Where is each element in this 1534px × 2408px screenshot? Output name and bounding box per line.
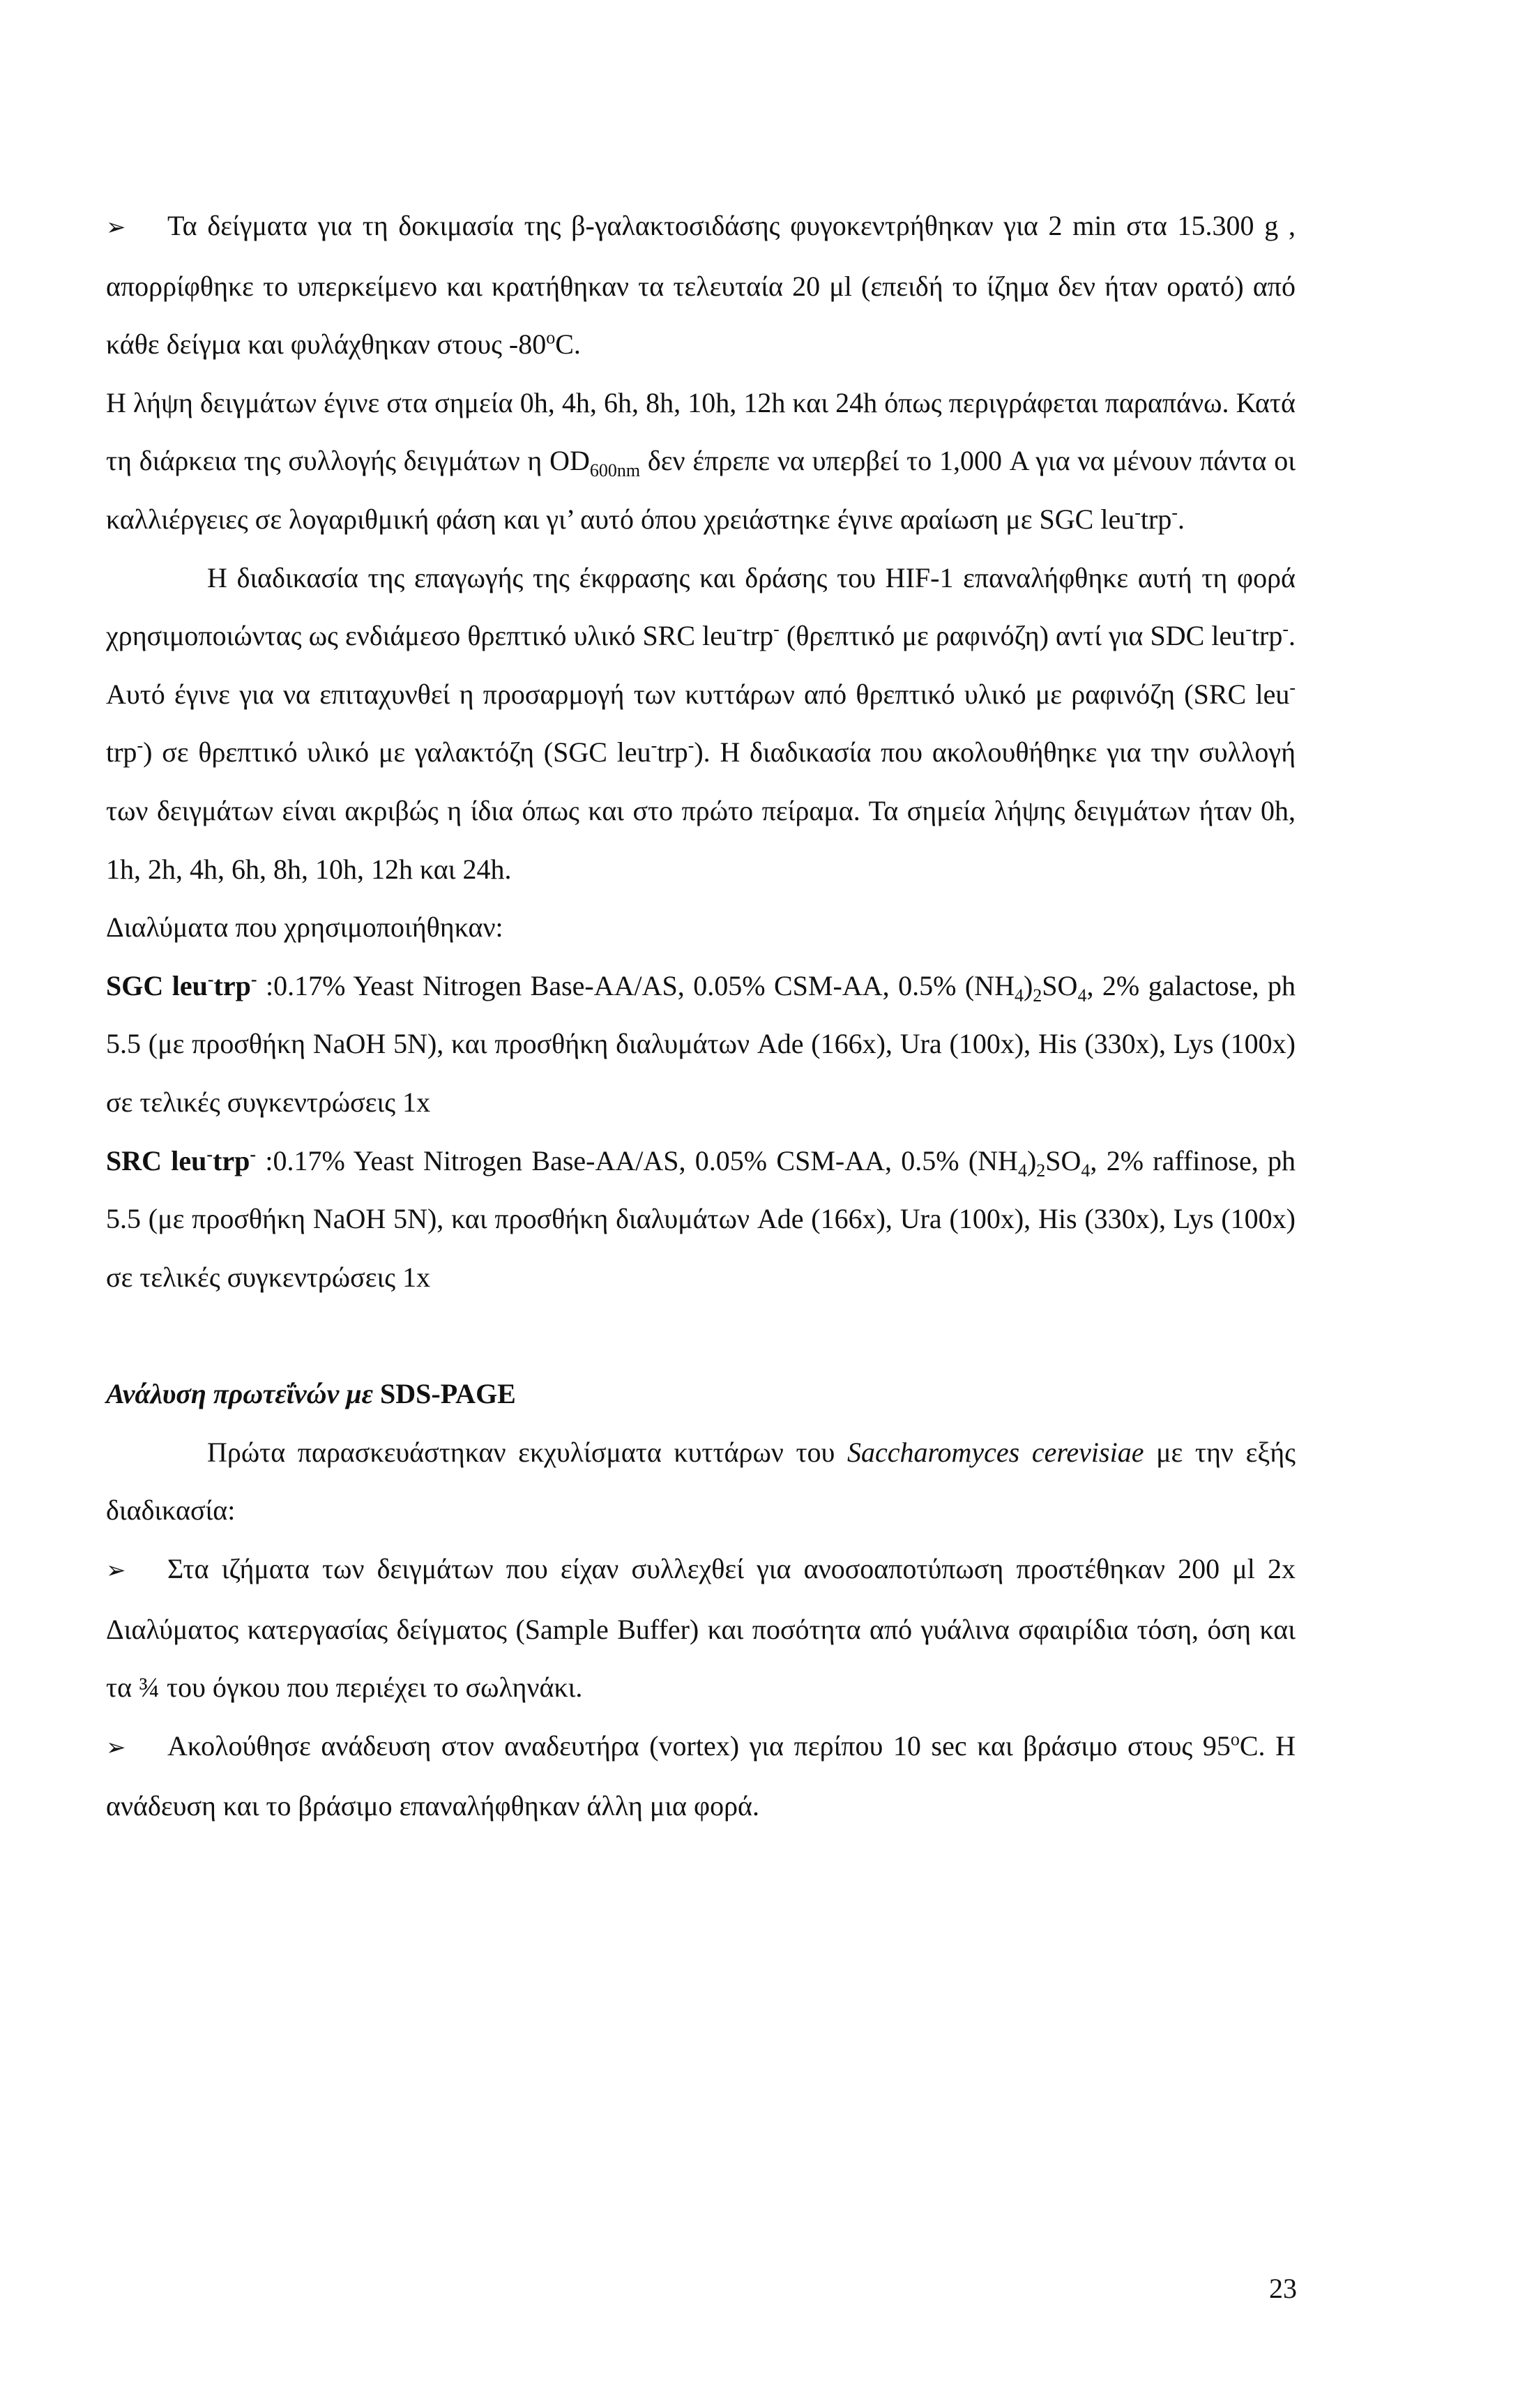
bullet-paragraph-centrifugation: ➢ Τα δείγματα για τη δοκιμασία της β-γαλακτοσιδάσης φυγοκεντρήθηκαν για 2 min στα 15.300 g , απορρίφθηκε το υπερκείμενο και κρατήθηκαν τα τελευταία 20 μl (επειδή το ίζημα δεν ήταν ορατό) από κάθε δείγμα και φυλάχθηκαν στους -80$^o$C. bbox=[106, 197, 1296, 374]
paragraph-src-medium: SRC leu-trp- :0.17% Yeast Nitrogen Base-AA/AS, 0.05% CSM-AA, 0.5% $(NH_4)_2SO_4$, 2% raffinose, ph 5.5 (με προσθήκη NaOH 5N), και προσθήκη διαλυμάτων Ade (166x), Ura (100x), His (330x), Lys (100x) σε τελικές συγκεντρώσεις 1x bbox=[106, 1144, 1296, 1293]
paragraph-induction: Η διαδικασία της επαγωγής της έκφρασης και δράσης του HIF-1 επαναλήφθηκε αυτή τη φορά χρησιμοποιώντας ως ενδιάμεσο θρεπτικό υλικό SRC leu-trp- (θρεπτικό με ραφινόζη) αντί για SDC leu-trp-. Αυτό έγινε για να επιταχυνθεί η προσαρμογή των κυττάρων από θρεπτικό υλικό με ραφινόζη (SRC leu-trp-) σε θρεπτικό υλικό με γαλακτόζη (SGC leu-trp-). Η διαδικασία που ακολουθήθηκε για την συλλογή των δειγμάτων είναι ακριβώς η ίδια όπως και στο πρώτο πείραμα. Τα σημεία λήψης δειγμάτων ήταν 0h, 1h, 2h, 4h, 6h, 8h, 10h, 12h και 24h. bbox=[106, 561, 1296, 885]
page-content bbox=[106, 197, 1296, 1835]
paragraph-extracts: Πρώτα παρασκευάστηκαν εκχυλίσματα κυττάρων του Saccharomyces cerevisiae με την εξής διαδικασία: bbox=[106, 1436, 1296, 1527]
bullet-paragraph-sample-buffer: ➢ Στα ιζήματα των δειγμάτων που είχαν συλλεχθεί για ανοσοαποτύπωση προστέθηκαν 200 μl 2x Διαλύματος κατεργασίας δείγματος (Sample Buffer) και ποσότητα από γυάλινα σφαιρίδια τόση, όση και τα ¾ του όγκου που περιέχει το σωληνάκι. bbox=[106, 1540, 1296, 1717]
arrow-bullet-icon: ➢ bbox=[106, 1557, 126, 1585]
paragraph-sgc-medium: SGC leu-trp- :0.17% Yeast Nitrogen Base-AA/AS, 0.05% CSM-AA, 0.5% $(NH_4)_2SO_4$, 2% galactose, ph 5.5 (με προσθήκη NaOH 5N), και προσθήκη διαλυμάτων Ade (166x), Ura (100x), His (330x), Lys (100x) σε τελικές συγκεντρώσεις 1x bbox=[106, 969, 1296, 1118]
bullet-paragraph-vortex: ➢ Ακολούθησε ανάδευση στον αναδευτήρα (vortex) για περίπου 10 sec και βράσιμο στους 95$^o$C. Η ανάδευση και το βράσιμο επαναλήφθηκαν άλλη μια φορά. bbox=[106, 1717, 1296, 1835]
arrow-bullet-icon: ➢ bbox=[106, 1733, 126, 1762]
page-number: 23 bbox=[1269, 2273, 1297, 2304]
arrow-bullet-icon: ➢ bbox=[106, 213, 126, 241]
sgc-label: SGC leu-trp- bbox=[106, 969, 257, 1001]
paragraph-solutions-intro: Διαλύματα που χρησιμοποιήθηκαν: bbox=[106, 911, 503, 944]
species-name: Saccharomyces cerevisiae bbox=[846, 1436, 1144, 1468]
paragraph-sampling: Η λήψη δειγμάτων έγινε στα σημεία 0h, 4h, 6h, 8h, 10h, 12h και 24h όπως περιγράφεται παραπάνω. Κατά τη διάρκεια της συλλογής δειγμάτων η $OD_{600nm}$ δεν έπρεπε να υπερβεί το 1,000 A για να μένουν πάντα οι καλλιέργειες σε λογαριθμική φάση και γι’ αυτό όπου χρειάστηκε έγινε αραίωση με SGC leu-trp-. bbox=[106, 386, 1296, 535]
section-heading: Ανάλυση πρωτεΐνών με SDS-PAGE bbox=[106, 1378, 516, 1410]
src-label: SRC leu-trp- bbox=[106, 1144, 257, 1176]
